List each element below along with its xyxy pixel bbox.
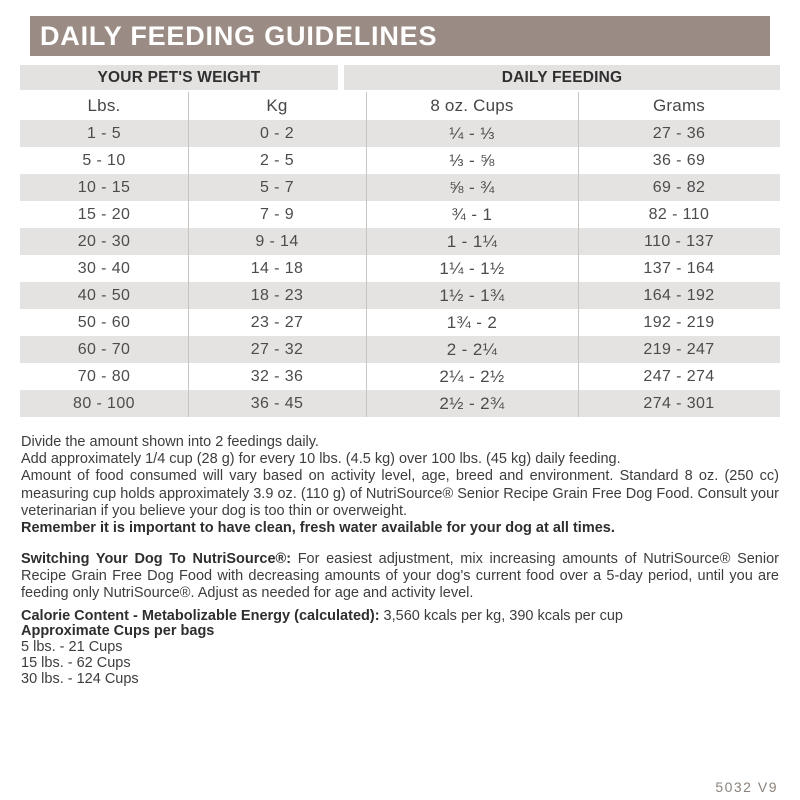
column-header-cups: 8 oz. Cups <box>430 96 514 115</box>
cups-per-bag-heading: Approximate Cups per bags <box>21 623 215 640</box>
note-add-amount: Add approximately 1/4 cup (28 g) for every 10 lbs. (4.5 kg) over 100 lbs. (45 kg) daily feeding. <box>21 451 621 468</box>
product-code: 5032 V9 <box>715 779 778 795</box>
cell-grams: 110 - 137 <box>643 232 715 250</box>
cell-grams: 36 - 69 <box>652 151 706 169</box>
cell-lbs: 10 - 15 <box>77 178 131 196</box>
cell-grams: 137 - 164 <box>643 259 715 277</box>
cell-lbs: 70 - 80 <box>77 367 131 385</box>
cell-kg: 5 - 7 <box>259 178 294 196</box>
note-amount-varies: Amount of food consumed will vary based on activity level, age, breed and environment. Standard 8 oz. (250 cc) measuring cup holds approximately 3.9 oz. (110 g) of NutriSource® Senior Recipe Grain Free Dog Food. Consult your veterinarian if you believe your dog is too thin or overweight. <box>21 468 779 519</box>
table-row <box>20 201 780 228</box>
cell-kg: 18 - 23 <box>250 286 304 304</box>
table-row <box>20 282 780 309</box>
cell-cups: 1¼ - 1½ <box>439 258 505 278</box>
column-header-lbs: Lbs. <box>87 96 121 115</box>
table-row <box>20 255 780 282</box>
table-row <box>20 228 780 255</box>
page-title: DAILY FEEDING GUIDELINES <box>30 16 770 56</box>
switching-paragraph <box>21 551 779 601</box>
cell-cups: 1¾ - 2 <box>446 312 498 332</box>
cell-lbs: 80 - 100 <box>73 394 135 412</box>
table-row <box>20 363 780 390</box>
cell-grams: 164 - 192 <box>643 286 715 304</box>
cell-cups: 1½ - 1¾ <box>439 285 505 305</box>
cell-lbs: 60 - 70 <box>77 340 131 358</box>
cell-cups: ¾ - 1 <box>451 204 493 224</box>
table-body <box>20 120 780 417</box>
group-header-pet-weight: YOUR PET'S WEIGHT <box>20 65 338 90</box>
cell-grams: 219 - 247 <box>643 340 715 358</box>
cell-grams: 27 - 36 <box>652 124 706 142</box>
bag-cups-15lb: 15 lbs. - 62 Cups <box>21 655 131 671</box>
column-divider <box>578 92 579 417</box>
cell-kg: 7 - 9 <box>259 205 294 223</box>
table-row <box>20 147 780 174</box>
group-header-daily-feeding: DAILY FEEDING <box>344 65 780 90</box>
cell-kg: 0 - 2 <box>259 124 294 142</box>
cell-cups: 2 - 2¼ <box>446 339 498 359</box>
table-group-header-row <box>20 65 780 90</box>
feeding-table <box>20 65 780 417</box>
cell-lbs: 15 - 20 <box>77 205 131 223</box>
cell-cups: 2¼ - 2½ <box>439 366 505 386</box>
column-divider <box>188 92 189 417</box>
cell-cups: ¼ - ⅓ <box>449 123 495 143</box>
cell-lbs: 5 - 10 <box>82 151 126 169</box>
calorie-line <box>21 609 779 625</box>
note-fresh-water: Remember it is important to have clean, fresh water available for your dog at all times. <box>21 520 615 537</box>
cell-cups: ⅝ - ¾ <box>449 177 495 197</box>
calorie-lead: Calorie Content - Metabolizable Energy (calculated): <box>21 607 380 624</box>
table-row <box>20 174 780 201</box>
cell-lbs: 20 - 30 <box>77 232 131 250</box>
cell-grams: 192 - 219 <box>643 313 715 331</box>
bag-cups-30lb: 30 lbs. - 124 Cups <box>21 670 139 687</box>
calorie-value: 3,560 kcals per kg, 390 kcals per cup <box>379 607 623 624</box>
switching-body: For easiest adjustment, mix increasing amounts of NutriSource® Senior Recipe Grain Free Dog Food with decreasing amounts of your dog's current food over a 5-day period, until you are feeding only NutriSource®. Adjust as needed for age and activity level. <box>21 551 779 601</box>
cell-kg: 27 - 32 <box>250 340 304 358</box>
cell-lbs: 50 - 60 <box>77 313 131 331</box>
cell-cups: ⅓ - ⅝ <box>449 150 495 170</box>
cell-grams: 69 - 82 <box>652 178 706 196</box>
table-row <box>20 390 780 417</box>
note-divide-feedings: Divide the amount shown into 2 feedings daily. <box>21 434 319 450</box>
cell-kg: 2 - 5 <box>259 151 294 169</box>
switching-lead: Switching Your Dog To NutriSource®: <box>21 551 292 568</box>
feeding-notes <box>21 434 779 537</box>
column-header-grams: Grams <box>653 96 705 115</box>
cell-grams: 82 - 110 <box>648 205 710 223</box>
cell-grams: 274 - 301 <box>643 394 715 412</box>
cell-kg: 9 - 14 <box>255 232 299 250</box>
table-row <box>20 120 780 147</box>
cell-lbs: 1 - 5 <box>86 124 121 142</box>
cell-kg: 36 - 45 <box>250 394 304 412</box>
cell-kg: 32 - 36 <box>250 367 304 385</box>
cell-kg: 14 - 18 <box>250 259 304 277</box>
table-column-header-row <box>20 92 780 120</box>
cell-kg: 23 - 27 <box>250 313 304 331</box>
table-row <box>20 336 780 363</box>
cell-lbs: 40 - 50 <box>77 286 131 304</box>
column-divider <box>366 92 367 417</box>
cell-grams: 247 - 274 <box>643 367 715 385</box>
cell-cups: 2½ - 2¾ <box>439 393 505 413</box>
calorie-content-block <box>21 609 779 688</box>
table-row <box>20 309 780 336</box>
cell-cups: 1 - 1¼ <box>446 231 498 251</box>
column-header-kg: Kg <box>266 96 288 115</box>
bag-cups-5lb: 5 lbs. - 21 Cups <box>21 639 123 656</box>
cell-lbs: 30 - 40 <box>77 259 131 277</box>
